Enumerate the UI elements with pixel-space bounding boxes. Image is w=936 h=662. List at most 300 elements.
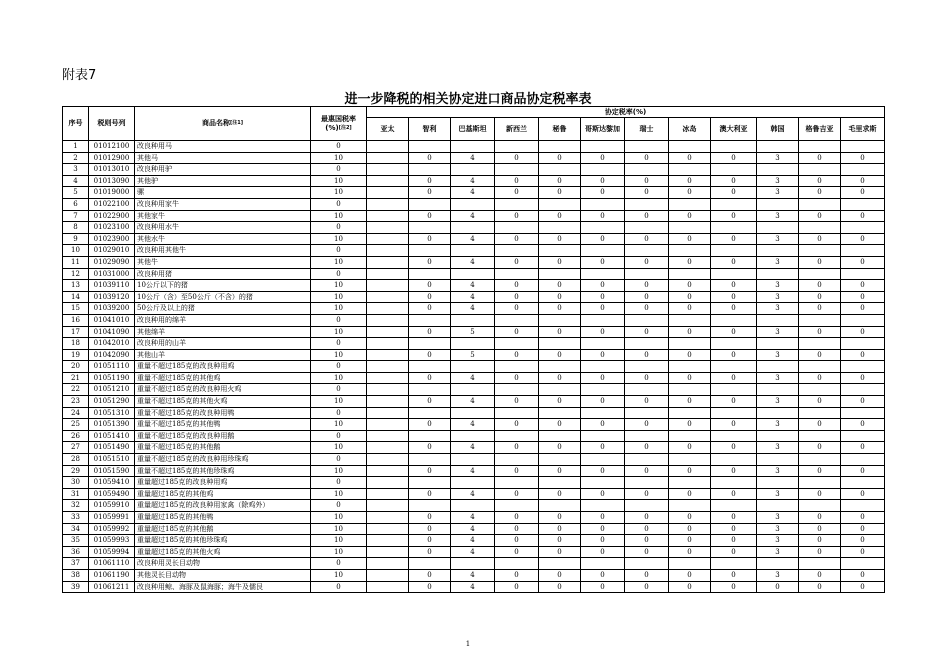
agreement-rate-cell: 0 [581, 442, 625, 454]
agreement-rate-cell: 0 [799, 233, 841, 245]
agreement-rate-cell: 4 [451, 569, 495, 581]
agreement-rate-cell: 0 [581, 349, 625, 361]
table-row [63, 535, 885, 547]
agreement-rate-cell: 0 [539, 512, 581, 524]
agreement-rate-cell: 3 [757, 152, 799, 164]
product-name-cell: 10公斤（含）至50公斤（不含）的猪 [135, 291, 311, 303]
agreement-rate-cell: 0 [625, 326, 669, 338]
table-row [63, 187, 885, 199]
agreement-rate-cell [711, 477, 757, 489]
agreement-rate-cell [625, 477, 669, 489]
agreement-rate-cell: 0 [799, 569, 841, 581]
agreement-rate-cell: 4 [451, 210, 495, 222]
product-name-cell: 改良种用水牛 [135, 222, 311, 234]
agreement-rate-cell [409, 500, 451, 512]
product-name-cell: 其他灵长目动物 [135, 569, 311, 581]
agreement-rate-cell [581, 198, 625, 210]
agreement-rate-cell: 4 [451, 396, 495, 408]
agreement-rate-cell [757, 338, 799, 350]
agreement-rate-cell [539, 198, 581, 210]
mfn-rate-cell: 0 [311, 500, 367, 512]
mfn-rate-cell: 0 [311, 384, 367, 396]
seq-cell: 32 [63, 500, 89, 512]
product-name-cell: 改良种用灵长目动物 [135, 558, 311, 570]
agreement-rate-cell: 0 [539, 233, 581, 245]
agreement-rate-cell: 0 [625, 303, 669, 315]
agreement-rate-cell: 0 [799, 512, 841, 524]
agreement-rate-cell [367, 581, 409, 593]
tariff-code-cell: 01041090 [89, 326, 135, 338]
tariff-code-cell: 01059994 [89, 546, 135, 558]
agreement-rate-cell: 0 [841, 256, 885, 268]
mfn-rate-cell: 0 [311, 164, 367, 176]
agreement-rate-cell [495, 500, 539, 512]
agreement-rate-cell [711, 500, 757, 512]
agreement-rate-cell: 0 [409, 280, 451, 292]
tariff-code-cell: 01051490 [89, 442, 135, 454]
agreement-rate-cell: 0 [409, 535, 451, 547]
agreement-rate-cell: 0 [799, 152, 841, 164]
agreement-rate-cell [451, 268, 495, 280]
agreement-rate-cell: 0 [625, 349, 669, 361]
agreement-rate-cell [669, 314, 711, 326]
agreement-rate-cell [669, 141, 711, 153]
agreement-rate-cell: 3 [757, 256, 799, 268]
agreement-rate-cell [581, 141, 625, 153]
agreement-rate-cell: 0 [539, 372, 581, 384]
agreement-rate-cell [409, 141, 451, 153]
agreement-rate-cell: 0 [409, 488, 451, 500]
agreement-rate-cell [581, 314, 625, 326]
seq-cell: 5 [63, 187, 89, 199]
agreement-rate-cell [581, 361, 625, 373]
agreement-rate-cell: 0 [669, 280, 711, 292]
mfn-rate-cell: 10 [311, 396, 367, 408]
agreement-rate-cell: 3 [757, 523, 799, 535]
agreement-rate-cell: 0 [841, 569, 885, 581]
agreement-rate-cell: 0 [539, 488, 581, 500]
agreement-rate-cell: 0 [539, 535, 581, 547]
agreement-rate-cell: 0 [409, 256, 451, 268]
agreement-rate-cell: 0 [841, 210, 885, 222]
agreement-rate-cell: 0 [711, 210, 757, 222]
table-row [63, 291, 885, 303]
agreement-rate-cell: 3 [757, 291, 799, 303]
agreement-rate-cell: 0 [669, 569, 711, 581]
agreement-rate-cell [799, 245, 841, 257]
agreement-rate-cell [409, 558, 451, 570]
agreement-rate-cell: 0 [581, 303, 625, 315]
agreement-rate-cell: 0 [495, 535, 539, 547]
mfn-rate-cell: 0 [311, 581, 367, 593]
tariff-code-cell: 01023900 [89, 233, 135, 245]
agreement-rate-cell: 0 [799, 535, 841, 547]
agreement-rate-cell: 0 [841, 535, 885, 547]
agreement-rate-cell [669, 454, 711, 466]
agreement-rate-cell: 0 [539, 465, 581, 477]
mfn-rate-cell: 10 [311, 326, 367, 338]
agreement-rate-cell: 0 [581, 291, 625, 303]
product-name-cell: 改良种用的绵羊 [135, 314, 311, 326]
agreement-rate-cell: 0 [711, 581, 757, 593]
agreement-rate-cell [367, 384, 409, 396]
agreement-rate-cell [757, 141, 799, 153]
agreement-rate-cell [799, 268, 841, 280]
agreement-rate-cell: 4 [451, 187, 495, 199]
agreement-rate-cell [367, 152, 409, 164]
agreement-rate-cell: 0 [625, 280, 669, 292]
agreement-rate-cell [367, 512, 409, 524]
agreement-rate-cell: 0 [669, 233, 711, 245]
agreement-rate-cell: 0 [799, 465, 841, 477]
table-row [63, 407, 885, 419]
agreement-rate-cell [495, 198, 539, 210]
agreement-rate-cell [799, 407, 841, 419]
table-row [63, 141, 885, 153]
agreement-rate-cell: 0 [581, 326, 625, 338]
agreement-rate-cell: 0 [841, 523, 885, 535]
agreement-rate-cell: 4 [451, 535, 495, 547]
mfn-rate-cell: 0 [311, 558, 367, 570]
seq-cell: 25 [63, 419, 89, 431]
mfn-rate-cell: 10 [311, 569, 367, 581]
table-row [63, 454, 885, 466]
tariff-code-cell: 01059910 [89, 500, 135, 512]
agreement-rate-cell: 0 [539, 187, 581, 199]
agreement-rate-cell [451, 314, 495, 326]
seq-cell: 14 [63, 291, 89, 303]
agreement-rate-cell: 0 [625, 569, 669, 581]
agreement-rate-cell: 0 [711, 372, 757, 384]
tariff-code-cell: 01051310 [89, 407, 135, 419]
agreement-rate-cell [539, 384, 581, 396]
agreement-rate-cell [367, 396, 409, 408]
agreement-rate-cell [539, 558, 581, 570]
agreement-rate-cell [711, 558, 757, 570]
agreement-rate-cell [451, 500, 495, 512]
agreement-rate-cell [841, 164, 885, 176]
agreement-rate-cell: 0 [799, 581, 841, 593]
agreement-rate-cell [495, 430, 539, 442]
table-row [63, 558, 885, 570]
product-name-cell: 其他驴 [135, 175, 311, 187]
agreement-rate-cell [409, 361, 451, 373]
mfn-rate-cell: 10 [311, 233, 367, 245]
mfn-rate-cell: 10 [311, 372, 367, 384]
agreement-rate-cell: 0 [711, 569, 757, 581]
agreement-rate-cell [757, 454, 799, 466]
agreement-rate-cell: 0 [581, 512, 625, 524]
agreement-rate-cell: 0 [799, 349, 841, 361]
agreement-rate-cell [539, 245, 581, 257]
agreement-rate-cell: 0 [669, 187, 711, 199]
table-row [63, 396, 885, 408]
mfn-rate-cell: 10 [311, 175, 367, 187]
agreement-rate-cell: 5 [451, 349, 495, 361]
agreement-rate-cell [367, 198, 409, 210]
mfn-rate-cell: 0 [311, 222, 367, 234]
agreement-rate-cell: 0 [625, 546, 669, 558]
agreement-rate-cell: 0 [625, 396, 669, 408]
header-country: 智利 [409, 118, 451, 141]
agreement-rate-cell [757, 477, 799, 489]
seq-cell: 20 [63, 361, 89, 373]
agreement-rate-cell [451, 384, 495, 396]
agreement-rate-cell [367, 430, 409, 442]
tariff-code-cell: 01039120 [89, 291, 135, 303]
agreement-rate-cell [451, 222, 495, 234]
agreement-rate-cell: 0 [495, 372, 539, 384]
agreement-rate-cell [367, 465, 409, 477]
agreement-rate-cell: 4 [451, 175, 495, 187]
product-name-cell: 改良种用鲸、海豚及鼠海豚；海牛及儒艮 [135, 581, 311, 593]
agreement-rate-cell [669, 164, 711, 176]
agreement-rate-cell: 0 [711, 512, 757, 524]
agreement-rate-cell: 0 [581, 569, 625, 581]
tariff-code-cell: 01051390 [89, 419, 135, 431]
agreement-rate-cell: 3 [757, 187, 799, 199]
agreement-rate-cell [711, 164, 757, 176]
agreement-rate-cell: 0 [625, 535, 669, 547]
agreement-rate-cell: 0 [841, 175, 885, 187]
agreement-rate-cell: 0 [495, 396, 539, 408]
agreement-rate-cell [711, 222, 757, 234]
agreement-rate-cell: 4 [451, 291, 495, 303]
seq-cell: 4 [63, 175, 89, 187]
seq-cell: 24 [63, 407, 89, 419]
agreement-rate-cell: 0 [625, 512, 669, 524]
agreement-rate-cell: 3 [757, 569, 799, 581]
table-row [63, 372, 885, 384]
table-row [63, 361, 885, 373]
table-row [63, 500, 885, 512]
agreement-rate-cell [841, 430, 885, 442]
tariff-code-cell: 01051190 [89, 372, 135, 384]
agreement-rate-cell: 0 [409, 512, 451, 524]
agreement-rate-cell: 0 [841, 187, 885, 199]
agreement-rate-cell [669, 361, 711, 373]
agreement-rate-cell: 4 [451, 488, 495, 500]
agreement-rate-cell [581, 268, 625, 280]
agreement-rate-cell [539, 454, 581, 466]
agreement-rate-cell: 0 [539, 303, 581, 315]
mfn-rate-cell: 10 [311, 523, 367, 535]
agreement-rate-cell [625, 164, 669, 176]
agreement-rate-cell [539, 141, 581, 153]
agreement-rate-cell: 3 [757, 465, 799, 477]
agreement-rate-cell: 0 [495, 233, 539, 245]
agreement-rate-cell: 0 [539, 210, 581, 222]
agreement-rate-cell: 0 [625, 291, 669, 303]
agreement-rate-cell: 0 [711, 349, 757, 361]
product-name-cell: 重量不超过185克的其他鸭 [135, 419, 311, 431]
agreement-rate-cell: 0 [581, 256, 625, 268]
agreement-rate-cell: 0 [711, 465, 757, 477]
agreement-rate-cell [711, 407, 757, 419]
agreement-rate-cell [711, 361, 757, 373]
table-row [63, 546, 885, 558]
agreement-rate-cell: 0 [409, 326, 451, 338]
agreement-rate-cell: 3 [757, 419, 799, 431]
product-name-cell: 重量不超过185克的其他鹅 [135, 442, 311, 454]
agreement-rate-cell [495, 268, 539, 280]
agreement-rate-cell: 0 [495, 256, 539, 268]
agreement-rate-cell: 0 [495, 546, 539, 558]
agreement-rate-cell: 0 [799, 488, 841, 500]
seq-cell: 6 [63, 198, 89, 210]
seq-cell: 35 [63, 535, 89, 547]
agreement-rate-cell [539, 407, 581, 419]
agreement-rate-cell: 0 [711, 488, 757, 500]
header-seq: 序号 [63, 107, 89, 141]
header-country: 新西兰 [495, 118, 539, 141]
agreement-rate-cell [367, 454, 409, 466]
agreement-rate-cell: 0 [581, 523, 625, 535]
agreement-rate-cell [581, 164, 625, 176]
seq-cell: 18 [63, 338, 89, 350]
agreement-rate-cell [625, 198, 669, 210]
seq-cell: 19 [63, 349, 89, 361]
mfn-rate-cell: 10 [311, 419, 367, 431]
agreement-rate-cell: 0 [409, 372, 451, 384]
agreement-rate-cell [367, 558, 409, 570]
seq-cell: 13 [63, 280, 89, 292]
agreement-rate-cell [841, 245, 885, 257]
product-name-cell: 改良种用驴 [135, 164, 311, 176]
agreement-rate-cell [495, 407, 539, 419]
agreement-rate-cell [757, 384, 799, 396]
agreement-rate-cell [451, 361, 495, 373]
header-country: 格鲁吉亚 [799, 118, 841, 141]
agreement-rate-cell: 4 [451, 152, 495, 164]
agreement-rate-cell [711, 141, 757, 153]
agreement-rate-cell: 0 [711, 546, 757, 558]
agreement-rate-cell [581, 558, 625, 570]
agreement-rate-cell: 0 [799, 419, 841, 431]
agreement-rate-cell [495, 454, 539, 466]
agreement-rate-cell [625, 361, 669, 373]
agreement-rate-cell [799, 314, 841, 326]
agreement-rate-cell [799, 500, 841, 512]
agreement-rate-cell: 0 [625, 419, 669, 431]
agreement-rate-cell: 0 [581, 546, 625, 558]
table-row [63, 419, 885, 431]
agreement-rate-cell [409, 430, 451, 442]
header-country: 韩国 [757, 118, 799, 141]
agreement-rate-cell: 0 [669, 581, 711, 593]
table-row [63, 465, 885, 477]
mfn-rate-cell: 10 [311, 546, 367, 558]
agreement-rate-cell: 0 [539, 396, 581, 408]
agreement-rate-cell: 4 [451, 233, 495, 245]
table-row [63, 164, 885, 176]
agreement-rate-cell [409, 198, 451, 210]
product-name-cell: 改良种用猪 [135, 268, 311, 280]
agreement-rate-cell [539, 430, 581, 442]
agreement-rate-cell [799, 361, 841, 373]
tariff-code-cell: 01042010 [89, 338, 135, 350]
agreement-rate-cell: 0 [669, 465, 711, 477]
agreement-rate-cell [367, 419, 409, 431]
mfn-rate-cell: 0 [311, 198, 367, 210]
agreement-rate-cell [669, 500, 711, 512]
agreement-rate-cell: 4 [451, 280, 495, 292]
agreement-rate-cell [539, 338, 581, 350]
appendix-label: 附表7 [62, 68, 97, 83]
agreement-rate-cell [841, 222, 885, 234]
header-mfn: 最惠国税率 (%)[注2] [311, 107, 367, 141]
agreement-rate-cell [841, 477, 885, 489]
seq-cell: 30 [63, 477, 89, 489]
header-code: 税则号列 [89, 107, 135, 141]
seq-cell: 33 [63, 512, 89, 524]
agreement-rate-cell: 0 [581, 465, 625, 477]
agreement-rate-cell: 4 [451, 419, 495, 431]
agreement-rate-cell [625, 314, 669, 326]
agreement-rate-cell: 0 [625, 523, 669, 535]
agreement-rate-cell [367, 442, 409, 454]
agreement-rate-cell [625, 338, 669, 350]
mfn-rate-cell: 10 [311, 152, 367, 164]
agreement-rate-cell: 0 [495, 175, 539, 187]
agreement-rate-cell [367, 280, 409, 292]
tariff-code-cell: 01012100 [89, 141, 135, 153]
agreement-rate-cell: 0 [669, 326, 711, 338]
product-name-cell: 重量超过185克的其他鸡 [135, 488, 311, 500]
agreement-rate-cell [625, 222, 669, 234]
agreement-rate-cell: 0 [841, 396, 885, 408]
product-name-cell: 50公斤及以上的猪 [135, 303, 311, 315]
mfn-rate-cell: 10 [311, 465, 367, 477]
tariff-code-cell: 01023100 [89, 222, 135, 234]
seq-cell: 16 [63, 314, 89, 326]
agreement-rate-cell: 0 [581, 581, 625, 593]
agreement-rate-cell [581, 430, 625, 442]
agreement-rate-cell: 0 [841, 581, 885, 593]
agreement-rate-cell [711, 384, 757, 396]
agreement-rate-cell: 0 [625, 187, 669, 199]
product-name-cell: 重量超过185克的其他珍珠鸡 [135, 535, 311, 547]
agreement-rate-cell [409, 245, 451, 257]
agreement-rate-cell: 0 [711, 233, 757, 245]
agreement-rate-cell: 0 [495, 569, 539, 581]
agreement-rate-cell: 0 [409, 465, 451, 477]
agreement-rate-cell: 0 [841, 465, 885, 477]
agreement-rate-cell [841, 268, 885, 280]
seq-cell: 3 [63, 164, 89, 176]
agreement-rate-cell [669, 222, 711, 234]
agreement-rate-cell: 3 [757, 442, 799, 454]
product-name-cell: 重量超过185克的其他鹅 [135, 523, 311, 535]
agreement-rate-cell: 0 [841, 349, 885, 361]
agreement-rate-cell: 0 [409, 419, 451, 431]
agreement-rate-cell: 0 [669, 210, 711, 222]
agreement-rate-cell: 0 [757, 581, 799, 593]
agreement-rate-cell: 0 [409, 233, 451, 245]
agreement-rate-cell: 4 [451, 372, 495, 384]
agreement-rate-cell: 0 [625, 488, 669, 500]
agreement-rate-cell: 0 [711, 326, 757, 338]
agreement-rate-cell [367, 210, 409, 222]
tariff-code-cell: 01012900 [89, 152, 135, 164]
agreement-rate-cell [757, 558, 799, 570]
agreement-rate-cell: 4 [451, 581, 495, 593]
agreement-rate-cell [581, 245, 625, 257]
agreement-rate-cell [757, 164, 799, 176]
table-row [63, 488, 885, 500]
tariff-code-cell: 01029010 [89, 245, 135, 257]
tariff-code-cell: 01051510 [89, 454, 135, 466]
